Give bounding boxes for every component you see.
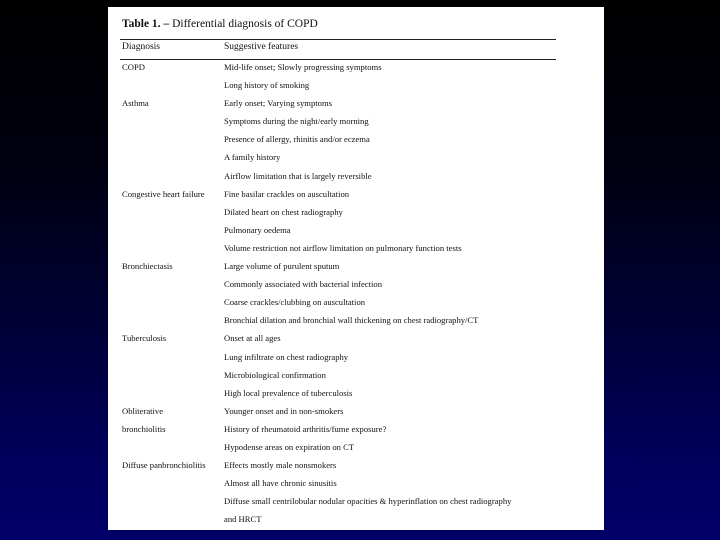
table-title: [122, 18, 318, 30]
feature-cell: Diffuse small centrilobular nodular opacities & hyperinflation on chest radiography: [224, 496, 512, 507]
table-row: [108, 456, 604, 474]
diagnosis-cell: Obliterative: [122, 405, 164, 416]
diagnosis-cell: Congestive heart failure: [122, 188, 205, 199]
feature-cell: Onset at all ages: [224, 333, 281, 344]
table-row: [108, 185, 604, 203]
feature-cell: Presence of allergy, rhinitis and/or eczema: [224, 134, 370, 145]
table-row: [108, 167, 604, 185]
table-row: [108, 366, 604, 384]
feature-cell: Volume restriction not airflow limitation on pulmonary function tests: [224, 242, 462, 253]
column-header-features: Suggestive features: [224, 42, 299, 52]
feature-cell: Long history of smoking: [224, 80, 310, 91]
feature-cell: Large volume of purulent sputum: [224, 261, 340, 272]
table-row: [108, 348, 604, 366]
table-row: [108, 239, 604, 257]
feature-cell: Hypodense areas on expiration on CT: [224, 441, 355, 452]
diagnosis-cell: Diffuse panbronchiolitis: [122, 460, 206, 471]
diagnosis-cell: bronchiolitis: [122, 423, 166, 434]
feature-cell: Fine basilar crackles on auscultation: [224, 188, 350, 199]
table-row: [108, 94, 604, 112]
table-row: [108, 257, 604, 275]
table-row: [108, 402, 604, 420]
table-document: [108, 7, 604, 530]
feature-cell: History of rheumatoid arthritis/fume exposure?: [224, 423, 387, 434]
table-row: [108, 293, 604, 311]
table-row: [108, 130, 604, 148]
table-row: [108, 329, 604, 347]
table-row: [108, 76, 604, 94]
table-row: [108, 438, 604, 456]
diagnosis-cell: Bronchiectasis: [122, 261, 173, 272]
feature-cell: Microbiological confirmation: [224, 369, 326, 380]
feature-cell: Almost all have chronic sinusitis: [224, 478, 337, 489]
feature-cell: Symptoms during the night/early morning: [224, 116, 369, 127]
table-row: [108, 474, 604, 492]
feature-cell: Lung infiltrate on chest radiography: [224, 351, 349, 362]
feature-cell: Bronchial dilation and bronchial wall thickening on chest radiography/CT: [224, 315, 479, 326]
table-row: [108, 492, 604, 510]
table-row: [108, 148, 604, 166]
table-row: [108, 420, 604, 438]
feature-cell: and HRCT: [224, 514, 262, 525]
feature-cell: High local prevalence of tuberculosis: [224, 387, 353, 398]
feature-cell: Younger onset and in non-smokers: [224, 405, 344, 416]
table-title-text: Differential diagnosis of COPD: [172, 18, 318, 30]
table-row: [108, 510, 604, 528]
feature-cell: Dilated heart on chest radiography: [224, 206, 343, 217]
top-rule: [120, 39, 556, 40]
feature-cell: Commonly associated with bacterial infection: [224, 279, 382, 290]
table-row: [108, 112, 604, 130]
table-row: [108, 221, 604, 239]
table-body: [108, 58, 604, 528]
column-header-diagnosis: Diagnosis: [122, 42, 160, 52]
diagnosis-cell: Tuberculosis: [122, 333, 167, 344]
feature-cell: Airflow limitation that is largely reversible: [224, 170, 372, 181]
table-row: [108, 311, 604, 329]
diagnosis-cell: Asthma: [122, 98, 149, 109]
table-title-label: Table 1. –: [122, 18, 170, 30]
feature-cell: Coarse crackles/clubbing on auscultation: [224, 297, 366, 308]
diagnosis-cell: COPD: [122, 62, 145, 72]
table-row: [108, 384, 604, 402]
feature-cell: Mid-life onset; Slowly progressing symptoms: [224, 62, 382, 72]
feature-cell: A family history: [224, 152, 281, 163]
feature-cell: Effects mostly male nonsmokers: [224, 460, 337, 471]
feature-cell: Early onset; Varying symptoms: [224, 98, 332, 109]
table-row: [108, 58, 604, 76]
table-row: [108, 203, 604, 221]
table-row: [108, 275, 604, 293]
feature-cell: Pulmonary oedema: [224, 224, 291, 235]
